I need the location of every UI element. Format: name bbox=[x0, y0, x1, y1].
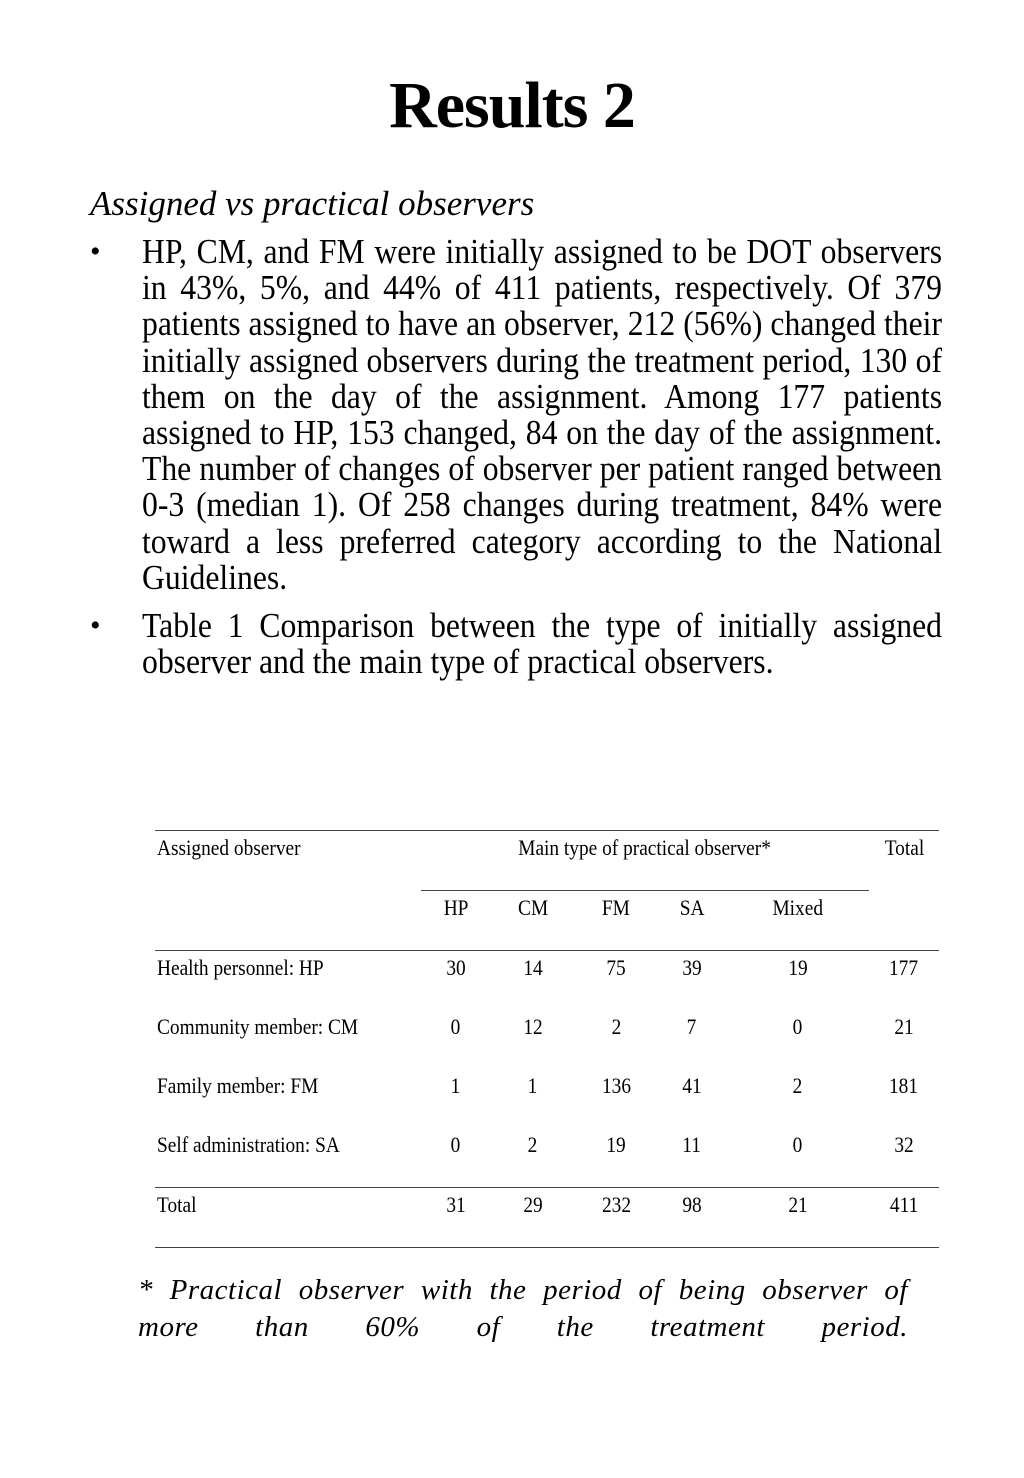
bullet-dot-icon: • bbox=[90, 235, 101, 268]
row-label: Self administration: SA bbox=[157, 1132, 340, 1157]
table-cell: 41 bbox=[682, 1073, 702, 1098]
row-total: 181 bbox=[889, 1073, 919, 1098]
table-cell: 2 bbox=[792, 1073, 803, 1098]
table-cell: 0 bbox=[792, 1132, 803, 1157]
page-title: Results 2 bbox=[389, 69, 635, 142]
column-header: Mixed bbox=[727, 891, 869, 951]
table-row bbox=[155, 1010, 939, 1069]
table-cell: 29 bbox=[523, 1192, 543, 1217]
bullet-item bbox=[90, 234, 942, 596]
table-cell: 30 bbox=[446, 955, 466, 980]
total-header: Total bbox=[884, 835, 924, 860]
totals-row bbox=[155, 1188, 939, 1248]
row-label: Total bbox=[157, 1192, 197, 1217]
bullet-item bbox=[90, 608, 942, 680]
table-cell: 12 bbox=[523, 1014, 543, 1039]
table-row bbox=[155, 951, 939, 1011]
table-cell: 19 bbox=[788, 955, 808, 980]
table-cell: 232 bbox=[601, 1192, 631, 1217]
table-row bbox=[155, 1128, 939, 1188]
table-cell: 98 bbox=[682, 1192, 702, 1217]
row-label: Family member: FM bbox=[157, 1073, 319, 1098]
row-total: 411 bbox=[889, 1192, 919, 1217]
column-header: FM bbox=[575, 891, 657, 951]
row-total: 177 bbox=[889, 955, 919, 980]
column-header: HP bbox=[421, 891, 491, 951]
table-cell: 1 bbox=[450, 1073, 461, 1098]
table-cell: 1 bbox=[528, 1073, 538, 1098]
table-cell: 39 bbox=[682, 955, 702, 980]
table-header-row bbox=[155, 831, 939, 891]
column-header: SA bbox=[657, 891, 727, 951]
table-cell: 2 bbox=[528, 1132, 538, 1157]
table-cell: 14 bbox=[523, 955, 543, 980]
bullet-list bbox=[90, 234, 942, 680]
footnote-line: more than 60% of the treatment period. bbox=[138, 1311, 908, 1343]
group-header: Main type of practical observer* bbox=[518, 835, 772, 860]
table-cell: 0 bbox=[450, 1014, 461, 1039]
row-label: Health personnel: HP bbox=[157, 955, 324, 980]
bullet-text: HP, CM, and FM were initially assigned to be DOT observers in 43%, 5%, and 44% of 411 patients, respectively. Of 379 patients assigned to have an observer, 212 (56%) changed their initially assigned observers during the treatment period, 130 of them on the day of the assignment. Among 177 patients assigned to HP, 153 changed, 84 on the day of the assignment. The number of changes of observer per patient ranged between 0-3 (median 1). Of 258 changes during treatment, 84% were toward a less preferred category according to the National Guidelines. bbox=[142, 232, 943, 597]
column-header: CM bbox=[491, 891, 576, 951]
table-cell: 11 bbox=[682, 1132, 702, 1157]
bullet-dot-icon: • bbox=[90, 609, 101, 643]
table-subheader-row bbox=[155, 891, 939, 951]
table-cell: 21 bbox=[788, 1192, 808, 1217]
section-subtitle: Assigned vs practical observers bbox=[90, 184, 535, 223]
table-cell: 31 bbox=[446, 1192, 466, 1217]
table-row bbox=[155, 1069, 939, 1128]
row-header-label: Assigned observer bbox=[157, 835, 301, 860]
table-cell: 0 bbox=[792, 1014, 803, 1039]
comparison-table bbox=[155, 830, 939, 1248]
footnote-line: * Practical observer with the period of being observer of bbox=[138, 1274, 908, 1306]
bullet-text: Table 1 Comparison between the type of initially assigned observer and the main type of practical observers. bbox=[142, 606, 943, 682]
table-footnote bbox=[138, 1272, 908, 1346]
table-cell: 0 bbox=[450, 1132, 461, 1157]
row-label: Community member: CM bbox=[157, 1014, 359, 1039]
row-total: 21 bbox=[894, 1014, 914, 1039]
row-total: 32 bbox=[894, 1132, 914, 1157]
table-cell: 7 bbox=[686, 1014, 697, 1039]
table-cell: 75 bbox=[606, 955, 626, 980]
table-cell: 136 bbox=[601, 1073, 631, 1098]
table-cell: 2 bbox=[611, 1014, 622, 1039]
table-cell: 19 bbox=[606, 1132, 626, 1157]
